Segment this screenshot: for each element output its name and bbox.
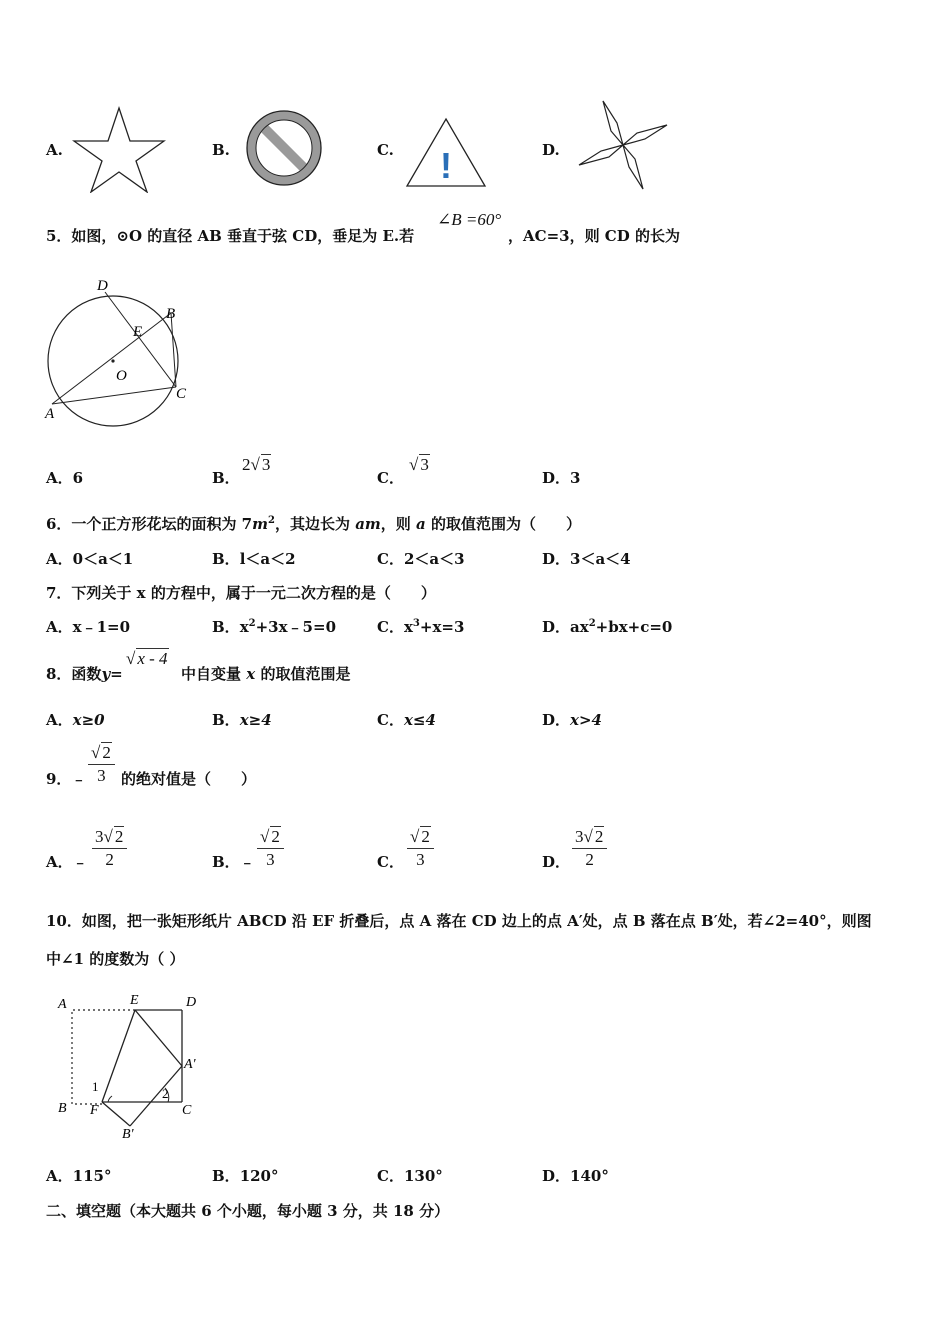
q8-option-d-letter: D． [542,711,571,729]
q8-option-b [212,709,272,730]
q6-option-d [542,548,631,569]
q5-suffix: ，AC=3，则 CD 的长为 [508,227,680,245]
q7-option-a [46,616,130,637]
q8-stem [46,663,123,684]
q10-option-d-value: 140° [570,1167,609,1185]
q9-option-c-den: 3 [416,850,425,869]
q6-option-c-letter: C． [377,550,404,568]
q5-option-b-value [242,454,271,475]
q4-option-d-label: D. [542,141,560,159]
q7-option-b-post: +3x﹣5=0 [255,618,337,636]
q10-option-c-value: 130° [403,1167,443,1185]
q10-option-b-letter: B． [212,1167,240,1185]
q10-label-b-prime: B' [122,1127,134,1140]
q9-option-b-sign: ﹣ [239,853,255,871]
q9-option-d-fraction [572,826,607,870]
q10-option-a-letter: A． [46,1167,73,1185]
q5-option-a [46,467,83,488]
q6-option-c [377,548,465,569]
q9-option-c-letter: C． [377,853,404,871]
q8-option-b-value: x≥4 [239,711,272,729]
q4-option-a-label: A. [46,141,63,159]
q8-option-c-value: x≤4 [403,711,436,729]
q9-option-a-letter: A． [46,853,73,871]
prohibition-icon [244,108,324,188]
q9-suffix: 的绝对值是（ ） [121,770,257,788]
q10-angle-2: 2 [162,1086,169,1101]
star-icon [72,105,166,193]
section2-title: 二、填空题（本大题共 6 个小题，每小题 3 分，共 18 分） [46,1202,450,1220]
q9-fraction [88,742,115,786]
q10-option-d-letter: D． [542,1167,571,1185]
q7-option-b-sup: 2 [248,618,256,629]
q5-label-d: D [97,278,108,294]
q9-denominator: 3 [97,766,106,785]
q5-option-b-letter: B． [212,469,240,487]
q5-stem [46,225,414,246]
q7-option-a-value: x﹣1=0 [72,618,131,636]
sqrt-icon: √ [410,827,420,846]
q10-label-a-prime: A' [184,1057,196,1072]
q9-option-c-radicand: 2 [421,827,430,846]
q6-option-d-letter: D． [542,550,571,568]
q9-option-a-coef: 3 [95,827,104,846]
q7-option-c-post: +x=3 [419,618,465,636]
q5-option-c-letter: C． [377,469,404,487]
q8-radicand [136,648,168,669]
q6-option-b [212,548,296,569]
q9-option-b-den: 3 [266,850,275,869]
q10-fold-figure [52,988,212,1140]
q6-am: am [355,515,381,533]
warning-triangle-icon [404,116,488,190]
q5-option-b-radicand: 3 [261,455,271,474]
q7-option-c-letter: C． [377,618,404,636]
q6-option-a-letter: A． [46,550,73,568]
q10-option-d [542,1165,609,1186]
q10-option-a [46,1165,111,1186]
q5-option-d [542,467,580,488]
q7-option-d-post: +bx+c=0 [595,618,673,636]
q8-option-c-letter: C． [377,711,404,729]
q10-option-b [212,1165,279,1186]
q9-option-b-fraction [257,826,284,870]
q8-option-a-value: x≥0 [72,711,105,729]
q8-option-c [377,709,436,730]
q8-option-b-letter: B． [212,711,240,729]
q7-option-c [377,616,464,637]
q10-label-e: E [130,993,139,1008]
q8-suffix2: 的取值范围是 [260,665,351,683]
q9-option-c-fraction [407,826,434,870]
q10-line2: 中∠1 的度数为（ ） [46,950,185,968]
sqrt-icon: √ [250,455,260,474]
q5-label-e: E [133,324,143,340]
q7-option-d-sup: 2 [588,618,596,629]
q8-suffix: 中自变量 [181,665,242,683]
q10-label-f: F [90,1103,99,1118]
warning-mark: ! [440,145,452,186]
sqrt-icon: √ [91,743,101,762]
q7-option-c-sup: 3 [412,618,420,629]
sqrt-icon: √ [103,827,113,846]
q9-option-a-fraction [92,826,127,870]
q10-option-c-letter: C． [377,1167,404,1185]
pinwheel-icon [574,98,672,192]
q9-option-b-radicand: 2 [271,827,280,846]
q9-option-a-den: 2 [105,850,114,869]
q8-stem-suffix [181,663,350,684]
q6-text-d: 的取值范围为（ ） [431,515,582,533]
q5-prefix: 5．如图，⊙O 的直径 AB 垂直于弦 CD，垂足为 E.若 [46,227,415,245]
q4-option-b-label: B. [212,141,230,159]
q8-radicand-text: x - 4 [137,649,168,668]
q5-option-c-radicand: 3 [420,455,429,474]
q10-label-a: A [58,997,67,1012]
q6-option-b-letter: B． [212,550,240,568]
q4-option-c-label: C. [377,141,394,159]
q9-option-b-letter: B． [212,853,240,871]
q10-option-b-value: 120° [239,1167,279,1185]
q6-unit: m [252,515,268,533]
q7-option-d-pre: ax [570,618,589,636]
q8-prefix: 8．函数 [46,665,102,683]
q5-option-d-letter: D． [542,469,571,487]
q6-text-a: 6．一个正方形花坛的面积为 7 [46,515,253,533]
q5-option-c-value [409,454,430,475]
q5-label-c: C [176,386,187,402]
q8-option-a-letter: A． [46,711,73,729]
sqrt-icon: √ [260,827,270,846]
q9-option-d-den: 2 [585,850,594,869]
q5-option-a-value: 6 [72,469,84,487]
q7-option-d-letter: D． [542,618,571,636]
q7-option-b-pre: x [239,618,249,636]
q5-label-o: O [116,368,127,384]
q7-option-d [542,616,672,637]
q6-stem [46,513,581,534]
q10-label-b: B [58,1101,67,1116]
q9-option-a-radicand: 2 [114,827,124,846]
q6-unit-sup: 2 [267,515,275,526]
q10-option-c [377,1165,443,1186]
q9-option-b-label [212,851,255,872]
q10-label-c: C [182,1103,192,1118]
q8-radical [126,648,169,669]
q8-y: y= [101,665,123,683]
q10-label-d: D [186,995,197,1010]
q8-option-d-value: x>4 [570,711,602,729]
q7-option-b-letter: B． [212,618,240,636]
q10-angle-1: 1 [92,1079,99,1094]
q5-option-d-value: 3 [570,469,581,487]
q7-option-a-letter: A． [46,618,73,636]
q8-option-d [542,709,602,730]
q5-label-b: B [166,306,176,322]
q6-text-c: ，则 [380,515,411,533]
q6-option-a-value: 0＜a＜1 [72,550,134,568]
q7-option-b [212,616,336,637]
q6-option-d-value: 3＜a＜4 [570,550,631,568]
q6-text-b: ，其边长为 [274,515,350,533]
q9-option-d-letter: D． [542,853,571,871]
q6-option-a [46,548,133,569]
sqrt-icon: √ [409,455,419,474]
q10-option-a-value: 115° [72,1167,112,1185]
q6-a: a [416,515,426,533]
q5-label-a: A [45,406,55,422]
q9-option-d-radicand: 2 [594,827,604,846]
q8-option-a [46,709,105,730]
q6-option-b-value: l＜a＜2 [239,550,296,568]
q7-option-c-pre: x [403,618,413,636]
q9-option-d-coef: 3 [575,827,584,846]
q7-stem: 7．下列关于 x 的方程中，属于一元二次方程的是（ ） [46,584,436,602]
q6-option-c-value: 2＜a＜3 [403,550,465,568]
sqrt-icon: √ [126,649,136,668]
q5-circle-figure [40,272,200,432]
q5-angle: ∠B =60° [437,210,502,229]
q10-line1: 10．如图，把一张矩形纸片 ABCD 沿 EF 折叠后，点 A 落在 CD 边上的点 A′处，点 B 落在点 B′处，若∠2=40°，则图 [46,912,872,930]
q9-prefix: 9．﹣ [46,770,87,788]
q8-x: x [246,665,256,683]
sqrt-icon: √ [583,827,593,846]
q9-option-a-label [46,851,88,872]
q9-radicand: 2 [102,743,111,762]
q9-option-a-sign: ﹣ [72,853,88,871]
q5-option-a-letter: A． [46,469,73,487]
q5-option-b-coef: 2 [242,455,251,474]
